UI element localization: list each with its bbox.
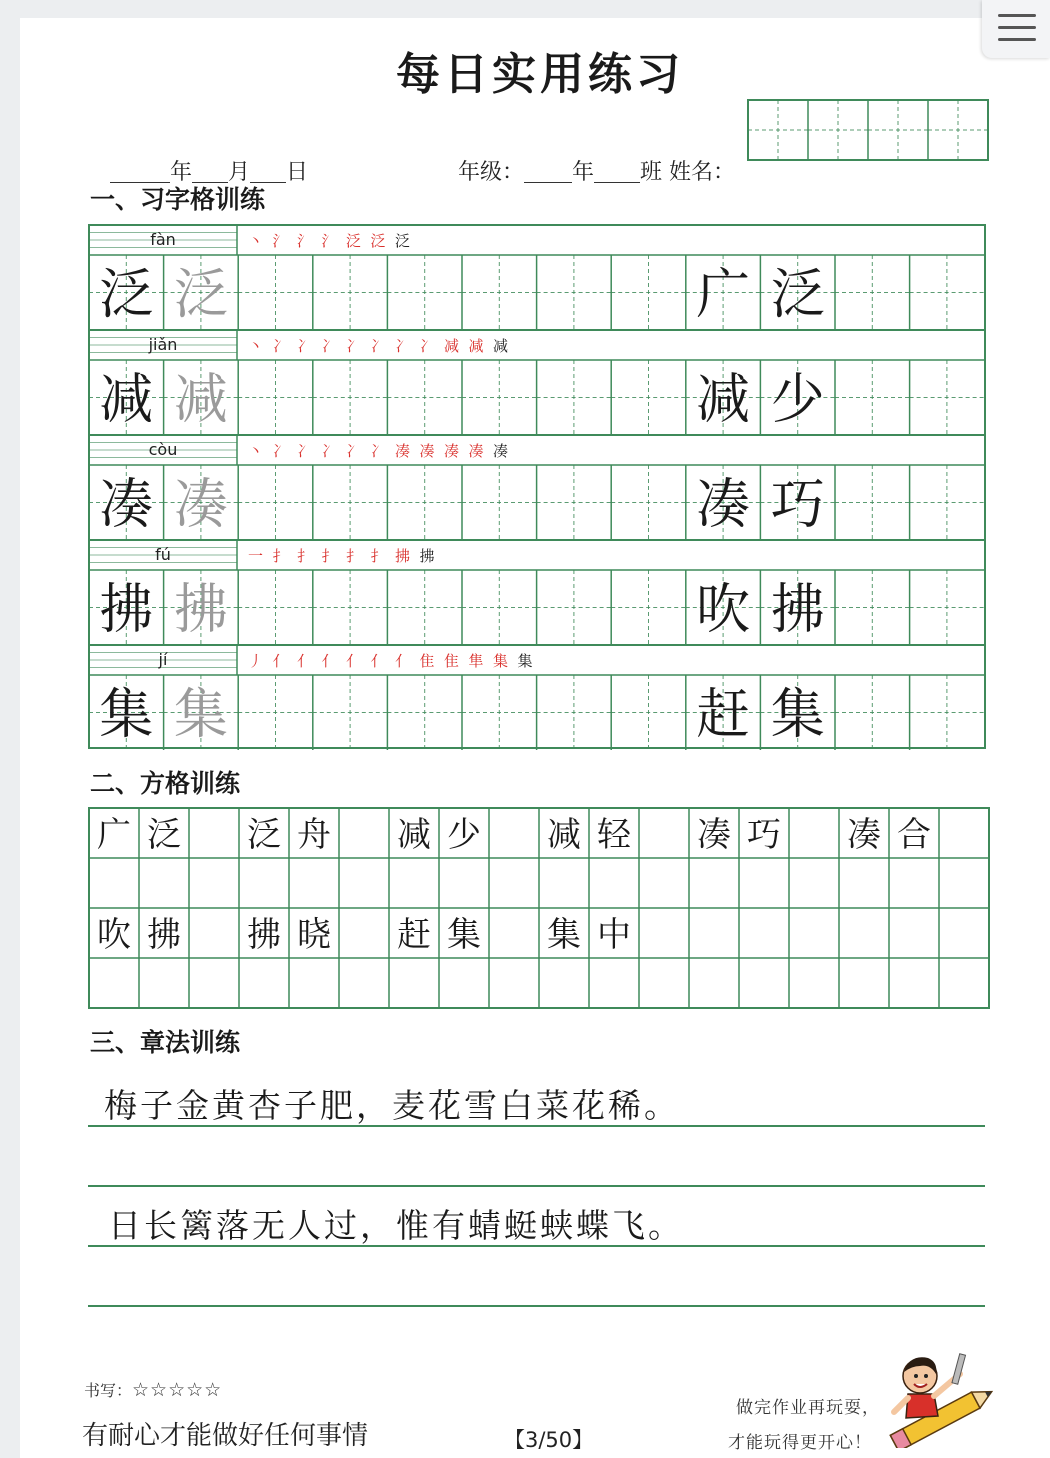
writing-rating	[84, 1378, 222, 1401]
trace-character: 凑	[173, 472, 228, 536]
stroke-order-step: 扌	[370, 547, 386, 565]
grade-label: 年级：	[458, 160, 525, 185]
square-character: 泛	[247, 815, 281, 855]
writing-line	[88, 1305, 985, 1307]
pinyin-label: jiǎn	[148, 335, 178, 354]
square-character: 减	[397, 815, 431, 855]
stroke-order-step: 亻	[321, 652, 337, 670]
stroke-order-step: 扌	[297, 547, 313, 565]
class-label: 班	[640, 160, 663, 185]
square-character: 凑	[697, 815, 731, 855]
year-label: 年	[170, 160, 193, 185]
word-character: 吹	[696, 577, 751, 641]
stroke-order-step: 减	[468, 337, 484, 355]
stroke-order-step: 隹	[444, 652, 460, 670]
stroke-order-step: 冫	[346, 442, 362, 460]
month-label: 月	[228, 160, 251, 185]
trace-character: 减	[173, 367, 228, 431]
stroke-order-step: 冫	[272, 337, 288, 355]
stroke-order-step: 冫	[370, 442, 386, 460]
square-character: 泛	[147, 815, 181, 855]
stroke-order-step: 隹	[419, 652, 435, 670]
model-character: 集	[99, 682, 154, 746]
word-character: 泛	[770, 262, 825, 326]
square-character: 拂	[147, 915, 181, 955]
date-line	[96, 130, 308, 186]
stroke-order-step: 亻	[395, 652, 411, 670]
stroke-order-step: 减	[444, 337, 460, 355]
stroke-order-step: 减	[493, 337, 509, 355]
square-grid	[88, 807, 991, 1009]
model-character: 减	[99, 367, 154, 431]
model-character: 泛	[99, 262, 154, 326]
pinyin-label: jí	[158, 650, 168, 669]
square-character: 赶	[397, 915, 431, 955]
stroke-order-step: 扌	[272, 547, 288, 565]
stroke-order-step: 凑	[444, 442, 460, 460]
stroke-order-step: 凑	[395, 442, 411, 460]
stroke-order-step: 扌	[321, 547, 337, 565]
stroke-order-step: 冫	[321, 337, 337, 355]
model-character: 拂	[99, 577, 154, 641]
square-character: 减	[547, 815, 581, 855]
section-3-title: 三、章法训练	[90, 1028, 241, 1057]
word-character: 凑	[696, 472, 751, 536]
menu-icon	[998, 14, 1036, 17]
trace-character: 集	[173, 682, 228, 746]
stroke-order-step: 氵	[297, 232, 313, 250]
trace-character: 拂	[173, 577, 228, 641]
poem-line-1: 梅子金黄杏子肥，麦花雪白菜花稀。	[104, 1086, 680, 1125]
writing-line	[88, 1185, 985, 1187]
word-character: 广	[696, 262, 751, 326]
stroke-order-step: 亻	[346, 652, 362, 670]
stroke-order-step: 隼	[468, 652, 484, 670]
pinyin-label: fú	[155, 545, 171, 564]
square-character: 巧	[747, 815, 781, 855]
pinyin-label: còu	[148, 440, 178, 459]
pinyin-label: fàn	[150, 230, 176, 249]
stroke-order-step: 扌	[346, 547, 362, 565]
square-character: 凑	[847, 815, 881, 855]
stroke-order-step: 丶	[248, 442, 264, 460]
rating-stars: ☆☆☆☆☆	[132, 1379, 223, 1401]
stroke-order-step: 集	[493, 652, 509, 670]
stroke-order-step: 拂	[419, 547, 435, 565]
writing-line	[88, 1125, 985, 1127]
stroke-order-step: 拂	[395, 547, 411, 565]
stroke-order-step: 冫	[370, 337, 386, 355]
stroke-order-step: 冫	[272, 442, 288, 460]
stroke-order-step: 亻	[297, 652, 313, 670]
stroke-order-step: 集	[517, 652, 533, 670]
writing-line	[88, 1245, 985, 1247]
name-box-grid	[747, 99, 989, 161]
boy-on-pencil-illustration	[880, 1348, 1000, 1448]
stroke-order-step: 冫	[297, 442, 313, 460]
stroke-order-step: 氵	[272, 232, 288, 250]
square-character: 晓	[297, 915, 331, 955]
menu-icon-bar	[998, 26, 1036, 29]
model-character: 凑	[99, 472, 154, 536]
stroke-order-step: 丶	[248, 232, 264, 250]
square-character: 舟	[297, 815, 331, 855]
stroke-order-step: 丿	[248, 652, 264, 670]
name-label: 姓名：	[669, 160, 736, 185]
stroke-order-step: 氵	[321, 232, 337, 250]
page-number: 【3/50】	[504, 1428, 594, 1452]
stroke-order-step: 冫	[321, 442, 337, 460]
word-character: 赶	[696, 682, 751, 746]
page-title: 每日实用练习	[396, 49, 684, 100]
stroke-order-step: 冫	[297, 337, 313, 355]
square-character: 中	[597, 915, 631, 955]
slogan-line-2: 才能玩得更开心！	[728, 1433, 872, 1453]
stroke-order-step: 凑	[493, 442, 509, 460]
day-label: 日	[286, 160, 309, 185]
square-character: 广	[97, 815, 131, 855]
stroke-order-step: 一	[248, 547, 264, 565]
stroke-order-step: 冫	[346, 337, 362, 355]
stroke-order-step: 泛	[395, 232, 411, 250]
stroke-order-step: 亻	[370, 652, 386, 670]
grade-year-label: 年	[572, 160, 595, 185]
square-character: 拂	[247, 915, 281, 955]
word-character: 减	[696, 367, 751, 431]
stroke-order-step: 泛	[370, 232, 386, 250]
square-character: 集	[547, 915, 581, 955]
stroke-order-step: 丶	[248, 337, 264, 355]
word-character: 巧	[770, 472, 825, 536]
square-character: 合	[897, 815, 931, 855]
slogan-line-1: 做完作业再玩耍，	[736, 1398, 880, 1418]
motto: 有耐心才能做好任何事情	[82, 1421, 369, 1451]
grade-line	[444, 130, 735, 186]
poem-line-2: 日长篱落无人过，惟有蜻蜓蛱蝶飞。	[108, 1206, 684, 1245]
stroke-order-step: 冫	[419, 337, 435, 355]
word-character: 少	[770, 367, 825, 431]
stroke-order-step: 冫	[395, 337, 411, 355]
stroke-order-step: 凑	[468, 442, 484, 460]
stroke-order-step: 泛	[346, 232, 362, 250]
word-character: 拂	[770, 577, 825, 641]
square-character: 轻	[597, 815, 631, 855]
square-character: 少	[447, 815, 481, 855]
writing-label: 书写：	[84, 1381, 133, 1400]
trace-character: 泛	[173, 262, 228, 326]
section-1-title: 一、习字格训练	[90, 185, 266, 214]
stroke-order-step: 亻	[272, 652, 288, 670]
square-character: 吹	[97, 915, 131, 955]
stroke-order-step: 凑	[419, 442, 435, 460]
practice-grid	[88, 224, 986, 750]
square-character: 集	[447, 915, 481, 955]
section-2-title: 二、方格训练	[90, 769, 241, 798]
word-character: 集	[770, 682, 825, 746]
